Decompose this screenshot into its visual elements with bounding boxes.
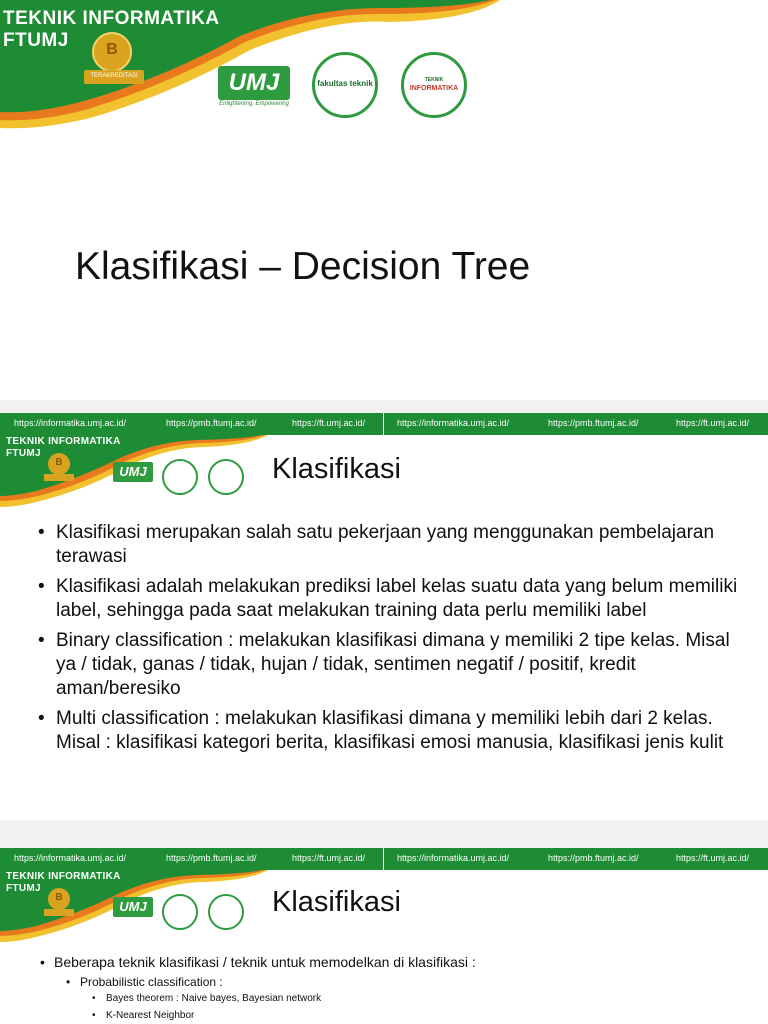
url-bar	[0, 848, 768, 870]
url-divider	[383, 413, 384, 435]
list-item-level1: • Beberapa teknik klasifikasi / teknik untuk memodelkan di klasifikasi :	[40, 954, 476, 970]
slide-separator	[0, 820, 768, 848]
umj-logo	[113, 462, 153, 488]
definition-list	[38, 521, 738, 761]
list-item: • Klasifikasi adalah melakukan prediksi label kelas suatu data yang belum memiliki label, sehingga pada saat melakukan training data perlu memiliki label	[38, 575, 738, 623]
teknik-informatika-logo	[401, 52, 467, 118]
teknik-informatika-logo	[208, 894, 244, 930]
brand-line2: FTUMJ	[3, 30, 69, 51]
umj-logo	[113, 897, 153, 923]
accreditation-grade: B	[55, 457, 63, 468]
list-item-level2: • Probabilistic classification :	[66, 975, 223, 989]
umj-tagline: Enlightening, Empowering	[219, 101, 289, 107]
presentation-title: Klasifikasi – Decision Tree	[75, 245, 531, 288]
list-item-level3: • K-Nearest Neighbor	[92, 1010, 195, 1021]
slide-klasifikasi-techniques	[0, 848, 768, 1024]
slide-title-page	[0, 0, 768, 400]
fakultas-teknik-logo	[312, 52, 378, 118]
brand-line1: TEKNIK INFORMATIKA	[3, 8, 220, 29]
url-link[interactable]: https://pmb.ftumj.ac.id/	[166, 853, 257, 863]
url-link[interactable]: https://pmb.ftumj.ac.id/	[548, 853, 639, 863]
umj-logo	[218, 66, 290, 110]
list-item-text: Bayes theorem : Naive bayes, Bayesian network	[106, 993, 322, 1004]
fakultas-teknik-logo	[162, 459, 198, 495]
accreditation-grade: B	[55, 892, 63, 903]
accreditation-badge	[44, 453, 74, 483]
url-link[interactable]: https://ft.umj.ac.id/	[676, 853, 750, 863]
list-item-text: Beberapa teknik klasifikasi / teknik untuk memodelkan di klasifikasi :	[54, 954, 476, 970]
list-item: • Multi classification : melakukan klasifikasi dimana y memiliki lebih dari 2 kelas. Misal : klasifikasi kategori berita, klasifikasi emosi manusia, klasifikasi jenis kulit	[38, 707, 738, 755]
umj-logo-text: UMJ	[228, 69, 280, 96]
url-link[interactable]: https://ft.umj.ac.id/	[676, 418, 750, 428]
url-bar	[0, 413, 768, 435]
umj-logo-text: UMJ	[119, 899, 147, 914]
accreditation-caption: TERAKREDITASI	[90, 73, 138, 79]
url-link[interactable]: https://pmb.ftumj.ac.id/	[548, 418, 639, 428]
list-item: • Binary classification : melakukan klasifikasi dimana y memiliki 2 tipe kelas. Misal ya / tidak, ganas / tidak, hujan / tidak, sentimen negatif / positif, kredit aman/beresiko	[38, 629, 738, 701]
accreditation-badge	[44, 888, 74, 918]
ti-logo-top-text: TEKNIK	[424, 77, 444, 83]
url-link[interactable]: https://informatika.umj.ac.id/	[397, 418, 510, 428]
url-link[interactable]: https://informatika.umj.ac.id/	[14, 853, 127, 863]
url-link[interactable]: https://informatika.umj.ac.id/	[14, 418, 127, 428]
ti-logo-main-text: INFORMATIKA	[409, 85, 459, 92]
fakultas-teknik-logo	[162, 894, 198, 930]
brand-line2: FTUMJ	[6, 448, 41, 459]
umj-logo-text: UMJ	[119, 464, 147, 479]
list-item-level3: • Bayes theorem : Naive bayes, Bayesian network	[92, 993, 322, 1004]
slide-heading: Klasifikasi	[272, 886, 401, 918]
url-link[interactable]: https://pmb.ftumj.ac.id/	[166, 418, 257, 428]
url-link[interactable]: https://ft.umj.ac.id/	[292, 418, 366, 428]
url-divider	[383, 848, 384, 870]
url-link[interactable]: https://informatika.umj.ac.id/	[397, 853, 510, 863]
slide-separator	[0, 400, 768, 413]
brand-line1: TEKNIK INFORMATIKA	[6, 436, 121, 447]
ft-logo-text: fakultas teknik	[317, 79, 373, 88]
list-item-text: K-Nearest Neighbor	[106, 1010, 195, 1021]
brand-line2: FTUMJ	[6, 883, 41, 894]
slide-klasifikasi-definition	[0, 413, 768, 820]
accreditation-grade: B	[106, 41, 118, 58]
url-link[interactable]: https://ft.umj.ac.id/	[292, 853, 366, 863]
list-item: • Klasifikasi merupakan salah satu pekerjaan yang menggunakan pembelajaran terawasi	[38, 521, 738, 569]
brand-line1: TEKNIK INFORMATIKA	[6, 871, 121, 882]
slide-heading: Klasifikasi	[272, 453, 401, 485]
accreditation-badge	[84, 32, 144, 88]
teknik-informatika-logo	[208, 459, 244, 495]
list-item-text: Probabilistic classification :	[80, 975, 223, 989]
